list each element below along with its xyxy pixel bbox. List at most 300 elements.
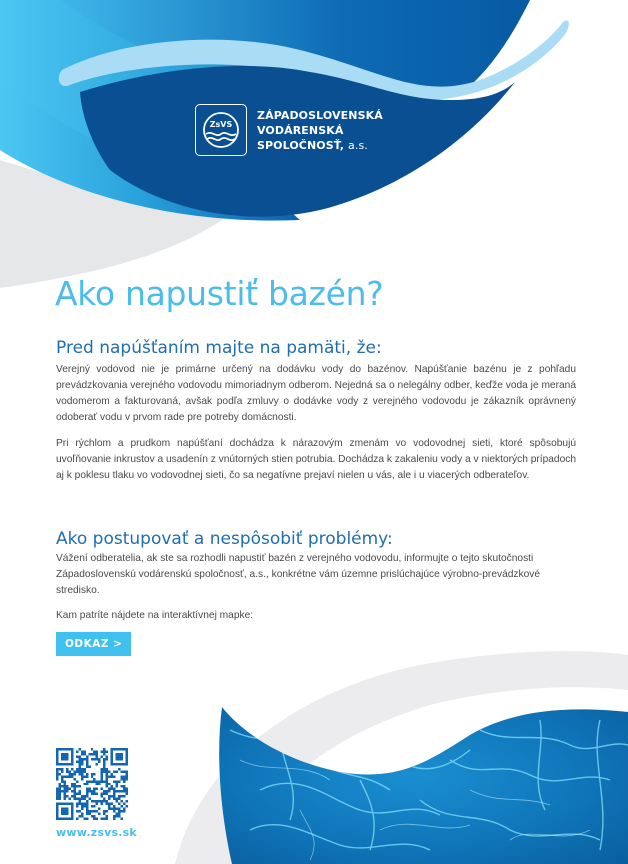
- qr-module: [73, 785, 75, 787]
- qr-module: [96, 803, 98, 805]
- qr-module: [83, 775, 85, 777]
- qr-module: [71, 783, 73, 785]
- qr-module: [58, 798, 60, 800]
- qr-module: [123, 795, 125, 797]
- qr-module: [68, 775, 70, 777]
- qr-module: [83, 753, 85, 755]
- qr-module: [86, 803, 88, 805]
- logo-emblem-icon: [195, 104, 247, 156]
- qr-module: [91, 773, 93, 775]
- company-logo: [195, 104, 383, 156]
- qr-module: [121, 790, 123, 792]
- qr-module: [58, 790, 60, 792]
- qr-finder: [56, 748, 73, 750]
- qr-module: [83, 770, 85, 772]
- qr-module: [63, 793, 65, 795]
- qr-module: [56, 778, 58, 780]
- qr-module: [63, 798, 65, 800]
- qr-module: [118, 810, 120, 812]
- qr-module: [83, 818, 85, 820]
- qr-module: [111, 785, 113, 787]
- qr-finder: [111, 763, 128, 765]
- qr-module: [118, 803, 120, 805]
- qr-module: [81, 778, 83, 780]
- qr-finder: [56, 803, 73, 805]
- qr-module: [98, 758, 100, 760]
- qr-module: [71, 785, 73, 787]
- qr-module: [78, 773, 80, 775]
- qr-module: [81, 768, 83, 770]
- qr-finder: [111, 748, 128, 750]
- qr-module: [103, 753, 105, 755]
- qr-module: [101, 800, 103, 802]
- qr-module: [86, 800, 88, 802]
- section-how-to-proceed: [56, 531, 576, 656]
- qr-module: [83, 795, 85, 797]
- qr-module: [113, 818, 115, 820]
- qr-module: [91, 780, 93, 782]
- qr-module: [78, 793, 80, 795]
- qr-module: [76, 750, 78, 752]
- qr-module: [91, 753, 93, 755]
- qr-module: [103, 793, 105, 795]
- qr-module: [73, 773, 75, 775]
- section2-paragraph-1: Vážení odberatelia, ak ste sa rozhodli napustiť bazén z verejného vodovodu, informujte o tejto skutočnosti Západoslovenskú vodárenskú spoločnosť, a.s., konkrétne vám územne prislúchajúce výrobno-prevádzkové stredisko.: [56, 553, 541, 596]
- qr-finder: [61, 808, 68, 815]
- qr-module: [68, 773, 70, 775]
- qr-module: [108, 798, 110, 800]
- qr-module: [78, 785, 80, 787]
- qr-module: [71, 768, 73, 770]
- qr-module: [86, 765, 88, 767]
- qr-module: [113, 815, 115, 817]
- qr-module: [56, 770, 58, 772]
- qr-module: [93, 758, 95, 760]
- company-suffix: a.s.: [348, 138, 368, 152]
- qr-module: [88, 790, 90, 792]
- qr-module: [93, 793, 95, 795]
- qr-module: [78, 770, 80, 772]
- qr-module: [106, 770, 108, 772]
- qr-module: [98, 783, 100, 785]
- qr-module: [78, 803, 80, 805]
- qr-module: [126, 770, 128, 772]
- qr-module: [106, 758, 108, 760]
- section-before-filling: [56, 340, 576, 484]
- qr-module: [73, 795, 75, 797]
- qr-module: [111, 773, 113, 775]
- qr-module: [81, 770, 83, 772]
- qr-module: [66, 768, 68, 770]
- qr-module: [73, 783, 75, 785]
- qr-module: [71, 775, 73, 777]
- qr-module: [103, 760, 105, 762]
- qr-module: [126, 773, 128, 775]
- qr-module: [101, 770, 103, 772]
- qr-module: [111, 775, 113, 777]
- qr-module: [111, 808, 113, 810]
- qr-module: [58, 795, 60, 797]
- qr-module: [78, 798, 80, 800]
- qr-module: [73, 798, 75, 800]
- qr-module: [118, 813, 120, 815]
- section2-heading: Ako postupovať a nespôsobiť problémy:: [56, 529, 393, 549]
- qr-module: [118, 790, 120, 792]
- qr-module: [83, 798, 85, 800]
- qr-module: [81, 773, 83, 775]
- qr-module: [86, 788, 88, 790]
- qr-module: [98, 813, 100, 815]
- qr-module: [113, 788, 115, 790]
- qr-module: [121, 800, 123, 802]
- qr-module: [56, 798, 58, 800]
- qr-finder: [61, 753, 68, 760]
- qr-module: [96, 788, 98, 790]
- qr-module: [78, 815, 80, 817]
- qr-module: [108, 783, 110, 785]
- qr-module: [93, 780, 95, 782]
- qr-module: [61, 778, 63, 780]
- qr-module: [56, 795, 58, 797]
- qr-module: [103, 765, 105, 767]
- qr-module: [126, 800, 128, 802]
- qr-finder: [116, 753, 123, 760]
- qr-module: [123, 790, 125, 792]
- qr-module: [101, 793, 103, 795]
- logo-abbr: ZsVS: [209, 120, 233, 129]
- qr-module: [81, 795, 83, 797]
- qr-module: [76, 768, 78, 770]
- qr-module: [81, 813, 83, 815]
- qr-module: [86, 793, 88, 795]
- qr-module: [81, 763, 83, 765]
- qr-module: [83, 768, 85, 770]
- qr-module: [83, 803, 85, 805]
- qr-module: [63, 788, 65, 790]
- qr-module: [108, 803, 110, 805]
- qr-module: [101, 788, 103, 790]
- qr-module: [76, 793, 78, 795]
- qr-module: [101, 750, 103, 752]
- qr-module: [86, 773, 88, 775]
- qr-module: [116, 800, 118, 802]
- qr-module: [126, 775, 128, 777]
- qr-module: [56, 773, 58, 775]
- qr-module: [123, 778, 125, 780]
- qr-module: [76, 760, 78, 762]
- qr-code-icon[interactable]: [56, 748, 128, 820]
- qr-module: [61, 780, 63, 782]
- qr-module: [101, 803, 103, 805]
- qr-module: [123, 770, 125, 772]
- qr-module: [73, 793, 75, 795]
- qr-module: [88, 810, 90, 812]
- qr-module: [121, 795, 123, 797]
- qr-module: [81, 808, 83, 810]
- qr-module: [71, 790, 73, 792]
- qr-module: [76, 780, 78, 782]
- qr-module: [126, 793, 128, 795]
- qr-module: [121, 785, 123, 787]
- qr-module: [106, 783, 108, 785]
- qr-finder: [71, 748, 73, 765]
- qr-module: [66, 770, 68, 772]
- qr-module: [86, 760, 88, 762]
- qr-module: [71, 773, 73, 775]
- qr-module: [78, 800, 80, 802]
- qr-module: [88, 753, 90, 755]
- qr-module: [63, 785, 65, 787]
- qr-module: [88, 788, 90, 790]
- qr-module: [113, 770, 115, 772]
- qr-module: [96, 800, 98, 802]
- qr-module: [103, 810, 105, 812]
- qr-module: [113, 793, 115, 795]
- qr-module: [86, 808, 88, 810]
- qr-module: [103, 800, 105, 802]
- qr-module: [81, 798, 83, 800]
- qr-module: [88, 798, 90, 800]
- qr-module: [66, 790, 68, 792]
- qr-module: [56, 790, 58, 792]
- qr-module: [116, 808, 118, 810]
- qr-module: [123, 775, 125, 777]
- qr-module: [68, 788, 70, 790]
- qr-module: [76, 810, 78, 812]
- qr-module: [101, 778, 103, 780]
- qr-module: [76, 785, 78, 787]
- qr-module: [58, 785, 60, 787]
- qr-module: [116, 785, 118, 787]
- qr-module: [86, 810, 88, 812]
- qr-module: [63, 775, 65, 777]
- qr-module: [98, 780, 100, 782]
- qr-module: [93, 788, 95, 790]
- qr-module: [66, 788, 68, 790]
- qr-module: [103, 763, 105, 765]
- qr-module: [108, 775, 110, 777]
- qr-module: [93, 815, 95, 817]
- qr-module: [88, 813, 90, 815]
- qr-module: [96, 763, 98, 765]
- qr-module: [83, 805, 85, 807]
- qr-module: [78, 768, 80, 770]
- qr-module: [116, 815, 118, 817]
- website-link[interactable]: www.zsvs.sk: [56, 826, 137, 839]
- qr-module: [91, 748, 93, 750]
- qr-module: [66, 775, 68, 777]
- qr-module: [96, 755, 98, 757]
- qr-module: [61, 768, 63, 770]
- qr-module: [58, 773, 60, 775]
- qr-module: [101, 768, 103, 770]
- qr-module: [86, 755, 88, 757]
- qr-module: [58, 783, 60, 785]
- qr-module: [56, 775, 58, 777]
- qr-module: [123, 785, 125, 787]
- qr-module: [91, 810, 93, 812]
- qr-module: [123, 803, 125, 805]
- section1-paragraph-1: Verejný vodovod nie je primárne určený na dodávku vody do bazénov. Napúšťanie bazénu je z pohľadu prevádzkovania verejného vodovodu mimoriadnym odberom. Nejedná sa o nelegálny odber, keďže voda je meraná vodomerom a fakturovaná, avšak podľa zmluvy o dodávke vody z verejného vodovodu je zákazník oprávnený odoberať vodu v prvom rade pre potreby domácnosti.: [56, 364, 576, 423]
- qr-module: [121, 818, 123, 820]
- qr-module: [103, 813, 105, 815]
- qr-module: [83, 783, 85, 785]
- qr-module: [86, 775, 88, 777]
- qr-module: [61, 770, 63, 772]
- qr-module: [113, 790, 115, 792]
- qr-module: [58, 768, 60, 770]
- qr-module: [116, 780, 118, 782]
- qr-module: [103, 790, 105, 792]
- qr-module: [56, 788, 58, 790]
- qr-module: [81, 803, 83, 805]
- qr-module: [118, 808, 120, 810]
- qr-module: [66, 795, 68, 797]
- qr-module: [111, 788, 113, 790]
- qr-finder: [56, 763, 73, 765]
- qr-module: [73, 770, 75, 772]
- qr-module: [58, 793, 60, 795]
- qr-module: [106, 785, 108, 787]
- qr-module: [113, 795, 115, 797]
- map-link-intro: Kam patríte nájdete na interaktívnej mapke:: [56, 610, 254, 621]
- qr-module: [101, 773, 103, 775]
- qr-finder: [56, 803, 58, 820]
- qr-module: [63, 790, 65, 792]
- qr-module: [61, 785, 63, 787]
- qr-module: [91, 800, 93, 802]
- qr-module: [68, 770, 70, 772]
- qr-finder: [126, 748, 128, 765]
- qr-module: [116, 798, 118, 800]
- qr-module: [86, 790, 88, 792]
- qr-module: [121, 810, 123, 812]
- qr-module: [111, 795, 113, 797]
- qr-module: [103, 770, 105, 772]
- qr-module: [106, 780, 108, 782]
- qr-module: [81, 753, 83, 755]
- qr-module: [73, 790, 75, 792]
- qr-module: [113, 798, 115, 800]
- qr-module: [86, 813, 88, 815]
- pool-water-image: [200, 690, 628, 864]
- qr-module: [113, 775, 115, 777]
- qr-module: [108, 805, 110, 807]
- qr-module: [126, 788, 128, 790]
- qr-module: [78, 760, 80, 762]
- qr-module: [91, 775, 93, 777]
- qr-module: [78, 790, 80, 792]
- qr-module: [103, 780, 105, 782]
- qr-module: [103, 798, 105, 800]
- qr-module: [93, 750, 95, 752]
- qr-module: [91, 805, 93, 807]
- qr-module: [96, 758, 98, 760]
- qr-module: [106, 793, 108, 795]
- qr-module: [106, 810, 108, 812]
- qr-module: [61, 790, 63, 792]
- odkaz-link-button[interactable]: ODKAZ >: [56, 632, 131, 656]
- qr-module: [86, 818, 88, 820]
- qr-module: [86, 805, 88, 807]
- qr-module: [81, 815, 83, 817]
- qr-module: [106, 790, 108, 792]
- qr-module: [93, 818, 95, 820]
- qr-module: [78, 765, 80, 767]
- section1-heading: Pred napúšťaním majte na pamäti, že:: [56, 338, 382, 358]
- qr-module: [108, 795, 110, 797]
- qr-finder: [56, 748, 58, 765]
- qr-module: [68, 798, 70, 800]
- company-name-line1: ZÁPADOSLOVENSKÁ: [257, 108, 383, 122]
- qr-module: [103, 768, 105, 770]
- qr-module: [81, 758, 83, 760]
- qr-module: [86, 758, 88, 760]
- qr-module: [126, 778, 128, 780]
- qr-module: [116, 790, 118, 792]
- qr-module: [88, 765, 90, 767]
- page-title: Ako napustiť bazén?: [55, 274, 384, 313]
- qr-module: [116, 783, 118, 785]
- qr-module: [96, 750, 98, 752]
- qr-module: [81, 805, 83, 807]
- qr-module: [86, 763, 88, 765]
- company-name: [257, 108, 383, 153]
- qr-module: [91, 790, 93, 792]
- qr-module: [93, 810, 95, 812]
- qr-module: [123, 788, 125, 790]
- qr-module: [78, 748, 80, 750]
- qr-module: [113, 805, 115, 807]
- qr-module: [113, 780, 115, 782]
- qr-module: [113, 808, 115, 810]
- qr-module: [98, 800, 100, 802]
- qr-module: [103, 750, 105, 752]
- qr-module: [83, 750, 85, 752]
- qr-finder: [56, 818, 73, 820]
- qr-module: [118, 780, 120, 782]
- qr-module: [111, 803, 113, 805]
- qr-module: [93, 800, 95, 802]
- qr-module: [96, 783, 98, 785]
- qr-module: [81, 760, 83, 762]
- qr-module: [123, 780, 125, 782]
- qr-module: [81, 750, 83, 752]
- qr-module: [86, 783, 88, 785]
- qr-module: [73, 778, 75, 780]
- qr-module: [106, 803, 108, 805]
- qr-module: [76, 803, 78, 805]
- qr-module: [96, 780, 98, 782]
- qr-module: [76, 798, 78, 800]
- qr-module: [81, 775, 83, 777]
- qr-module: [78, 758, 80, 760]
- qr-module: [106, 800, 108, 802]
- qr-module: [123, 810, 125, 812]
- qr-module: [96, 818, 98, 820]
- qr-module: [56, 768, 58, 770]
- qr-module: [63, 795, 65, 797]
- qr-module: [108, 808, 110, 810]
- qr-module: [86, 780, 88, 782]
- qr-module: [123, 808, 125, 810]
- qr-module: [71, 795, 73, 797]
- qr-finder: [71, 803, 73, 820]
- qr-module: [121, 775, 123, 777]
- section1-paragraph-2: Pri rýchlom a prudkom napúšťaní dochádza k nárazovým zmenám vo vodovodnej sieti, ktoré spôsobujú uvoľňovanie inkrustov a usadenín z vnútorných stien potrubia. Dochádza k zakaleniu vody a v niektorých prípadoch aj k poklesu tlaku vo vodovodnej sieti, čo sa negatívne prejaví nielen u vás, ale i u viacerých odberateľov.: [56, 438, 577, 481]
- qr-module: [78, 755, 80, 757]
- qr-module: [56, 793, 58, 795]
